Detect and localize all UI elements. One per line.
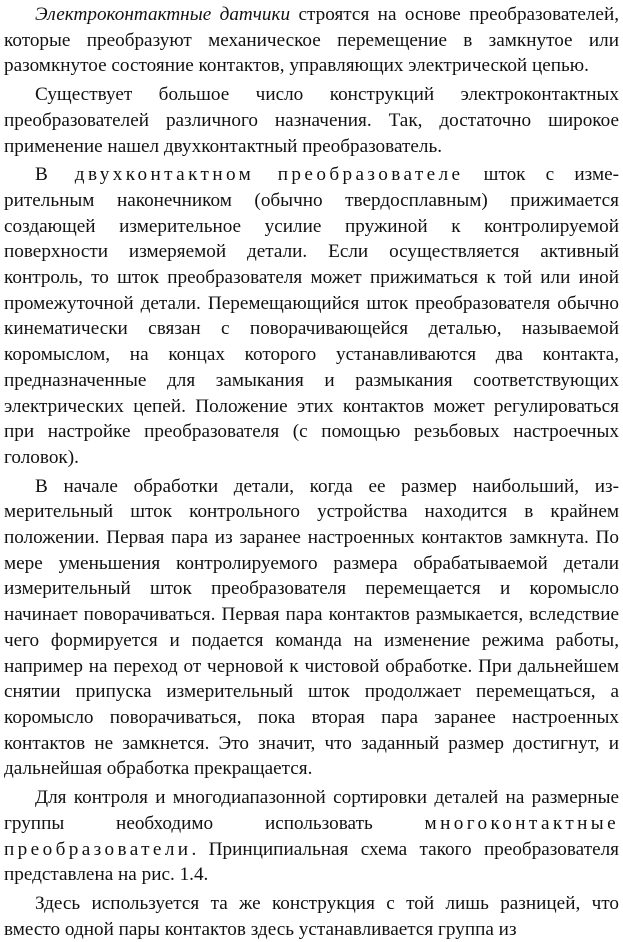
- paragraph-2: [4, 82, 619, 159]
- paragraph-1-text: строятся на основе преобразователей, которые преобразуют механическое перемещение в замкнутое или разомкнутое состояние контактов, управляющих электрической цепью.: [4, 4, 620, 77]
- paragraph-5: [4, 785, 619, 888]
- term-electrocontact-sensors: Электроконтактные датчики: [35, 4, 291, 25]
- paragraph-3: [4, 162, 619, 470]
- paragraph-4-text: В начале обработки детали, когда ее размер наибольший, измерительный шток контрольного устройства находится в крайнем положении. Первая пара из заранее настроенных контактов замкнута. По мере уменьшения контролируемого размера обрабатываемой детали измерительный шток преобразователя перемещается и коромысло начинает поворачиваться. Первая пара контактов размыкается, вследствие чего формируется и подается команда на изменение режима работы, например на переход от черновой к чистовой обработке. При дальнейшем снятии припуска измерительный шток продолжает перемещаться, а коромысло поворачиваться, пока вторая пара заранее настроенных контактов не замкнется. Это значит, что заданный размер достигнут, и дальнейшая обработка прекращается.: [4, 475, 619, 780]
- paragraph-1: [4, 2, 619, 79]
- term-multi-contact-converters: многоконтактные преобразователи: [4, 812, 619, 860]
- paragraph-5-text-end: . Принципиальная схема такого преобразователя представлена на рис. 1.4.: [4, 838, 619, 886]
- term-two-contact-converter: В двухконтактном преобразователе: [35, 164, 464, 186]
- paragraph-5-text: Для контроля и многодиапазонной сортировки деталей на размерные группы необходимо использовать: [4, 787, 619, 834]
- paragraph-6: [4, 891, 619, 942]
- paragraph-4: [4, 474, 619, 782]
- paragraph-3-text: шток с измерительным наконечником (обычно твердосплавным) прижимается создающей измерительное усилие пружиной к контролируемой поверхности измеряемой детали. Если осуществляется активный контроль, то шток преобразователя может прижиматься к той или иной промежуточной детали. Перемещающийся шток преобразователя обычно кинематически связан с поворачивающейся деталью, называемой коромыслом, на концах которого устанавливаются два контакта, предназначенные для замыкания и размыкания соответствующих электрических цепей. Положение этих контактов может регулироваться при настройке преобразователя (с помощью резьбовых настроечных головок).: [4, 164, 619, 468]
- paragraph-2-text: Существует большое число конструкций электроконтактных преобразователей различного назначения. Так, достаточно широкое применение нашел двухконтактный преобразователь.: [4, 84, 619, 157]
- paragraph-6-text: Здесь используется та же конструкция с той лишь разницей, что вместо одной пары контактов здесь устанавливается группа из: [4, 892, 619, 940]
